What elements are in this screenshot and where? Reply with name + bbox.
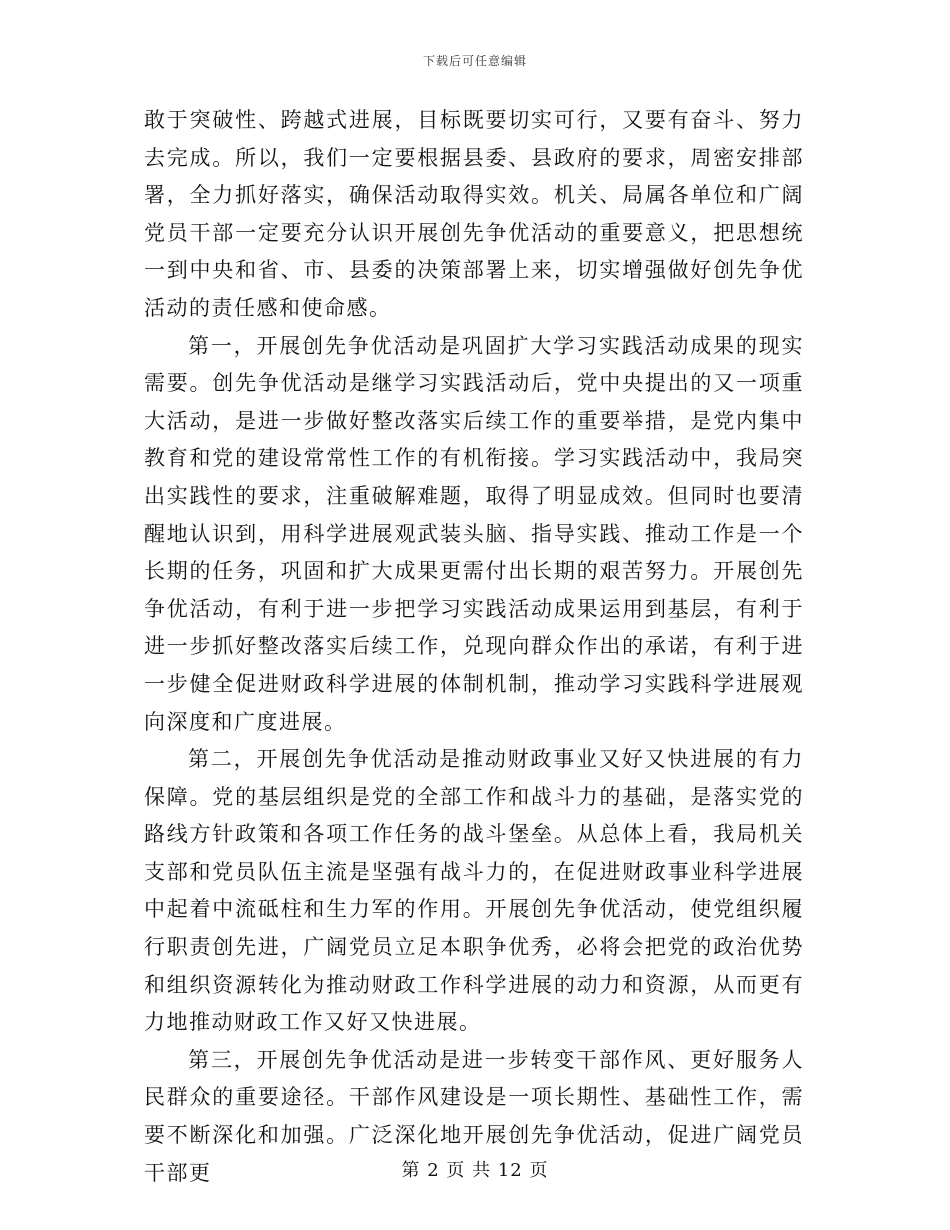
page-header: 下载后可任意编辑 — [422, 54, 527, 68]
paragraph-second-point: 第二，开展创先争优活动是推动财政事业又好又快进展的有力保障。党的基层组织是党的全部工作和战斗力的基础，是落实党的路线方针政策和各项工作任务的战斗堡垒。从总体上看，我局机关支部和党员队伍主流是坚强有战斗力的，在促进财政事业科学进展中起着中流砥柱和生力军的作用。开展创先争优活动，使党组织履行职责创先进，广阔党员立足本职争优秀，必将会把党的政治优势和组织资源转化为推动财政工作科学进展的动力和资源，从而更有力地推动财政工作又好又快进展。 — [144, 747, 804, 1035]
document-body — [144, 102, 804, 1192]
paragraph-third-point: 第三，开展创先争优活动是进一步转变干部作风、更好服务人民群众的重要途径。干部作风建设是一项长期性、基础性工作，需要不断深化和加强。广泛深化地开展创先争优活动，促进广阔党员干部更 — [144, 1047, 804, 1185]
page-number-footer: 第 2 页 共 12 页 — [401, 1160, 549, 1181]
paragraph-first-point: 第一，开展创先争优活动是巩固扩大学习实践活动成果的现实需要。创先争优活动是继学习实践活动后，党中央提出的又一项重大活动，是进一步做好整改落实后续工作的重要举措，是党内集中教育和党的建设常常性工作的有机衔接。学习实践活动中，我局突出实践性的要求，注重破解难题，取得了明显成效。但同时也要清醒地认识到，用科学进展观武装头脑、指导实践、推动工作是一个长期的任务，巩固和扩大成果更需付出长期的艰苦努力。开展创先争优活动，有利于进一步把学习实践活动成果运用到基层，有利于进一步抓好整改落实后续工作，兑现向群众作出的承诺，有利于进一步健全促进财政科学进展的体制机制，推动学习实践科学进展观向深度和广度进展。 — [144, 333, 804, 734]
paragraph-continuation: 敢于突破性、跨越式进展，目标既要切实可行，又要有奋斗、努力去完成。所以，我们一定要根据县委、县政府的要求，周密安排部署，全力抓好落实，确保活动取得实效。机关、局属各单位和广阔党员干部一定要充分认识开展创先争优活动的重要意义，把思想统一到中央和省、市、县委的决策部署上来，切实增强做好创先争优活动的责任感和使命感。 — [144, 108, 804, 320]
